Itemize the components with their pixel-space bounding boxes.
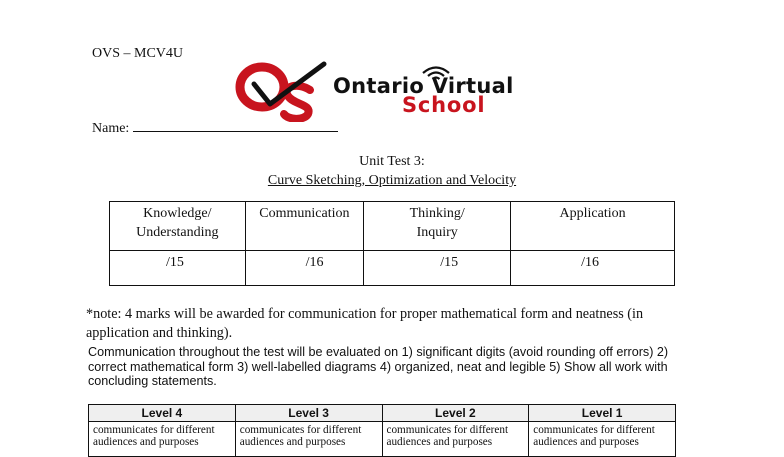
levels-header-row bbox=[89, 405, 676, 422]
communication-criteria: Communication throughout the test will be evaluated on 1) significant digits (avoid rounding off errors) 2) correct mathematical form 3) well-labelled diagrams 4) organized, neat and legible 5) Show all work with concluding statements. bbox=[88, 345, 669, 389]
level-2-cell: communicates for different audiences and purposes bbox=[382, 422, 529, 457]
marks-table-score-row bbox=[110, 251, 675, 286]
level-4-cell: communicates for different audiences and purposes bbox=[89, 422, 236, 457]
category-communication: Communication bbox=[245, 202, 364, 251]
marks-table bbox=[109, 201, 675, 286]
category-application: Application bbox=[511, 202, 675, 251]
ovs-logo-mark-icon bbox=[232, 60, 332, 122]
course-code: OVS – MCV4U bbox=[92, 46, 184, 61]
level-3-header: Level 3 bbox=[235, 405, 382, 422]
logo-text-ontario-virtual: Ontario Virtual bbox=[333, 74, 514, 98]
level-2-header: Level 2 bbox=[382, 405, 529, 422]
test-title: Unit Test 3: bbox=[359, 154, 425, 169]
name-blank-line[interactable] bbox=[133, 118, 338, 132]
level-4-header: Level 4 bbox=[89, 405, 236, 422]
test-subtitle: Curve Sketching, Optimization and Velocity bbox=[267, 173, 517, 188]
category-thinking: Thinking/ Inquiry bbox=[364, 202, 511, 251]
level-3-cell: communicates for different audiences and purposes bbox=[235, 422, 382, 457]
score-knowledge[interactable]: /15 bbox=[110, 251, 246, 286]
levels-row bbox=[89, 422, 676, 457]
score-thinking[interactable]: /15 bbox=[364, 251, 511, 286]
communication-note: *note: 4 marks will be awarded for communication for proper mathematical form and neatness (in application and thinking). bbox=[86, 306, 644, 341]
name-label: Name: bbox=[92, 121, 130, 136]
marks-table-header-row bbox=[110, 202, 675, 251]
ontario-virtual-school-logo bbox=[232, 60, 592, 122]
score-application[interactable]: /16 bbox=[511, 251, 675, 286]
logo-text-school: School bbox=[402, 93, 486, 117]
score-communication[interactable]: /16 bbox=[245, 251, 364, 286]
name-field-row bbox=[92, 118, 338, 137]
category-knowledge: Knowledge/ Understanding bbox=[110, 202, 246, 251]
levels-rubric-table bbox=[88, 404, 676, 457]
level-1-header: Level 1 bbox=[529, 405, 676, 422]
level-1-cell: communicates for different audiences and purposes bbox=[529, 422, 676, 457]
